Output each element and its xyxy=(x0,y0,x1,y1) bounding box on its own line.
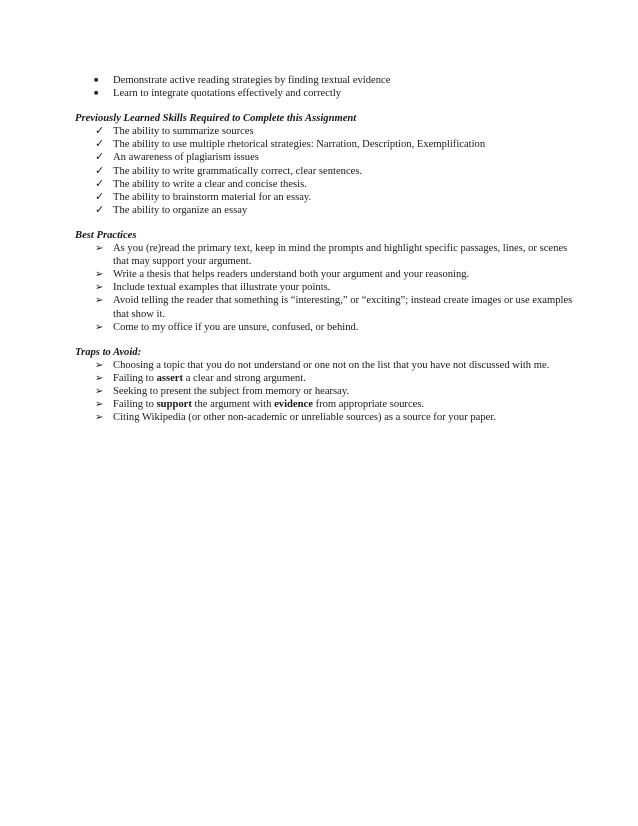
arrow-bullet-icon: ➢ xyxy=(95,269,104,281)
arrow-bullet-icon: ➢ xyxy=(95,385,104,397)
checkmark-icon: ✓ xyxy=(95,138,105,151)
checkmark-icon: ✓ xyxy=(95,177,105,190)
document-content xyxy=(75,74,575,424)
emphasis-evidence: evidence xyxy=(274,399,313,411)
best-practices-section xyxy=(75,229,575,334)
list-item: ➢ Write a thesis that helps readers understand both your argument and your reasoning. xyxy=(95,269,470,281)
list-item: ➢ Failing to assert a clear and strong argument. xyxy=(95,372,306,384)
arrow-bullet-icon: ➢ xyxy=(95,243,104,255)
list-item: ➢ Come to my office if you are unsure, confused, or behind. xyxy=(95,321,359,333)
objectives-list xyxy=(75,74,575,100)
traps-section xyxy=(75,346,575,425)
skills-section xyxy=(75,112,575,217)
skills-list xyxy=(75,125,575,217)
arrow-bullet-icon: ➢ xyxy=(95,282,104,294)
skills-heading: Previously Learned Skills Required to Complete this Assignment xyxy=(75,113,357,125)
list-item: ➢ As you (re)read the primary text, keep in mind the prompts and highlight specific passages, lines, or scenes that may support your argument. xyxy=(95,243,568,268)
checkmark-icon: ✓ xyxy=(95,190,105,203)
best-practices-heading: Best Practices xyxy=(75,229,137,241)
list-item: ➢ Citing Wikipedia (or other non-academic or unreliable sources) as a source for your paper. xyxy=(95,412,496,424)
list-item: ➢ Choosing a topic that you do not understand or one not on the list that you have not discussed with me. xyxy=(95,359,550,371)
list-item: ✓ An awareness of plagiarism issues xyxy=(95,151,259,164)
emphasis-assert: assert xyxy=(156,372,184,384)
checkmark-icon: ✓ xyxy=(95,203,105,216)
arrow-bullet-icon: ➢ xyxy=(95,295,104,307)
checkmark-icon: ✓ xyxy=(95,151,105,164)
list-item: ✓ The ability to brainstorm material for an essay. xyxy=(95,190,312,203)
list-item: ➢ Failing to support the argument with evidence from appropriate sources. xyxy=(95,399,425,411)
checkmark-icon: ✓ xyxy=(95,164,105,177)
traps-list xyxy=(75,359,575,424)
list-item: ■ Demonstrate active reading strategies by finding textual evidence xyxy=(94,75,391,86)
list-item: ■ Learn to integrate quotations effectively and correctly xyxy=(94,88,342,100)
arrow-bullet-icon: ➢ xyxy=(95,399,104,411)
emphasis-support: support xyxy=(156,399,192,411)
square-bullet-icon: ■ xyxy=(94,89,99,98)
traps-heading: Traps to Avoid: xyxy=(75,346,142,358)
checkmark-icon: ✓ xyxy=(95,125,105,138)
best-practices-list xyxy=(75,242,575,334)
arrow-bullet-icon: ➢ xyxy=(95,372,104,384)
arrow-bullet-icon: ➢ xyxy=(95,412,104,424)
arrow-bullet-icon: ➢ xyxy=(95,359,104,371)
list-item: ➢ Seeking to present the subject from memory or hearsay. xyxy=(95,385,350,397)
square-bullet-icon: ■ xyxy=(94,76,99,84)
arrow-bullet-icon: ➢ xyxy=(95,321,104,333)
list-item: ✓ The ability to use multiple rhetorical strategies: Narration, Description, Exemplification xyxy=(95,138,486,151)
list-item: ✓ The ability to write a clear and concise thesis. xyxy=(95,177,307,190)
list-item: ✓ The ability to summarize sources xyxy=(95,125,254,138)
list-item: ✓ The ability to organize an essay xyxy=(95,203,248,216)
list-item: ➢ Avoid telling the reader that something is “interesting,” or “exciting”; instead create images or use examples that show it. xyxy=(95,295,573,320)
list-item: ✓ The ability to write grammatically correct, clear sentences. xyxy=(95,164,363,177)
list-item: ➢ Include textual examples that illustrate your points. xyxy=(95,282,331,294)
